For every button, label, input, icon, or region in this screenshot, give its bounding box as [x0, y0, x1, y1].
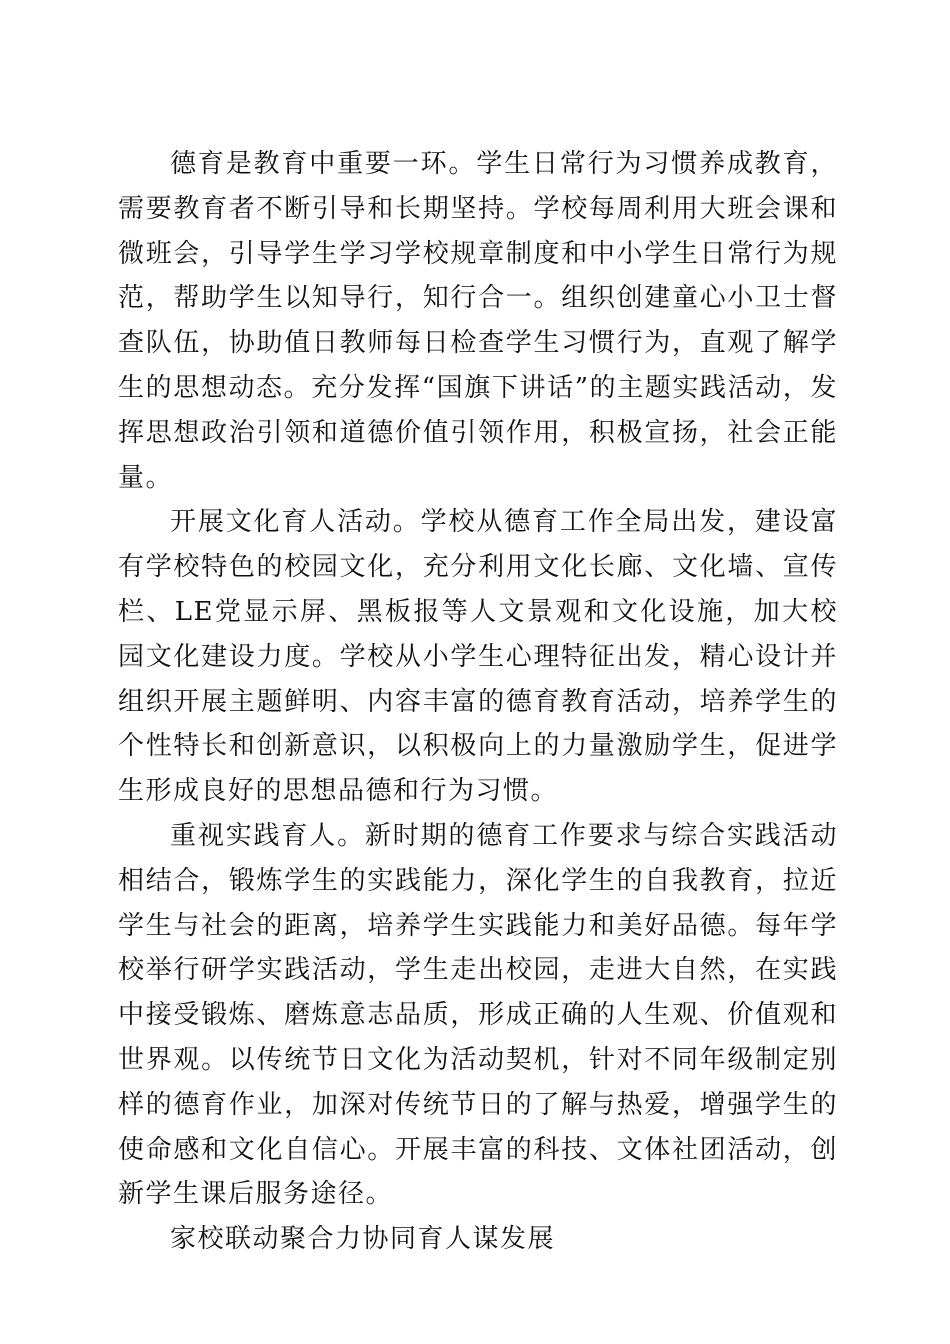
paragraph-moral-education: 德育是教育中重要一环。学生日常行为习惯养成教育，需要教育者不断引导和长期坚持。学校每周利用大班会课和微班会，引导学生学习学校规章制度和中小学生日常行为规范，帮助学生以知导行，知行合一。组织创建童心小卫士督查队伍，协助值日教师每日检查学生习惯行为，直观了解学生的思想动态。充分发挥“国旗下讲话”的主题实践活动，发挥思想政治引领和道德价值引领作用，积极宣扬，社会正能量。 [118, 149, 838, 493]
section-heading: 家校联动聚合力协同育人谋发展 [170, 1224, 556, 1255]
paragraph-practice-education: 重视实践育人。新时期的德育工作要求与综合实践活动相结合，锻炼学生的实践能力，深化学生的自我教育，拉近学生与社会的距离，培养学生实践能力和美好品德。每年学校举行研学实践活动，学生走出校园，走进大自然，在实践中接受锻炼、磨炼意志品质，形成正确的人生观、价值观和世界观。以传统节日文化为活动契机，针对不同年级制定别样的德育作业，加深对传统节日的了解与热爱，增强学生的使命感和文化自信心。开展丰富的科技、文体社团活动，创新学生课后服务途径。 [118, 820, 838, 1210]
document-body [118, 142, 838, 1262]
paragraph-cultural-education: 开展文化育人活动。学校从德育工作全局出发，建设富有学校特色的校园文化，充分利用文化长廊、文化墙、宣传栏、LE党显示屏、黑板报等人文景观和文化设施，加大校园文化建设力度。学校从小学生心理特征出发，精心设计并组织开展主题鲜明、内容丰富的德育教育活动，培养学生的个性特长和创新意识，以积极向上的力量激励学生，促进学生形成良好的思想品德和行为习惯。 [118, 507, 838, 807]
